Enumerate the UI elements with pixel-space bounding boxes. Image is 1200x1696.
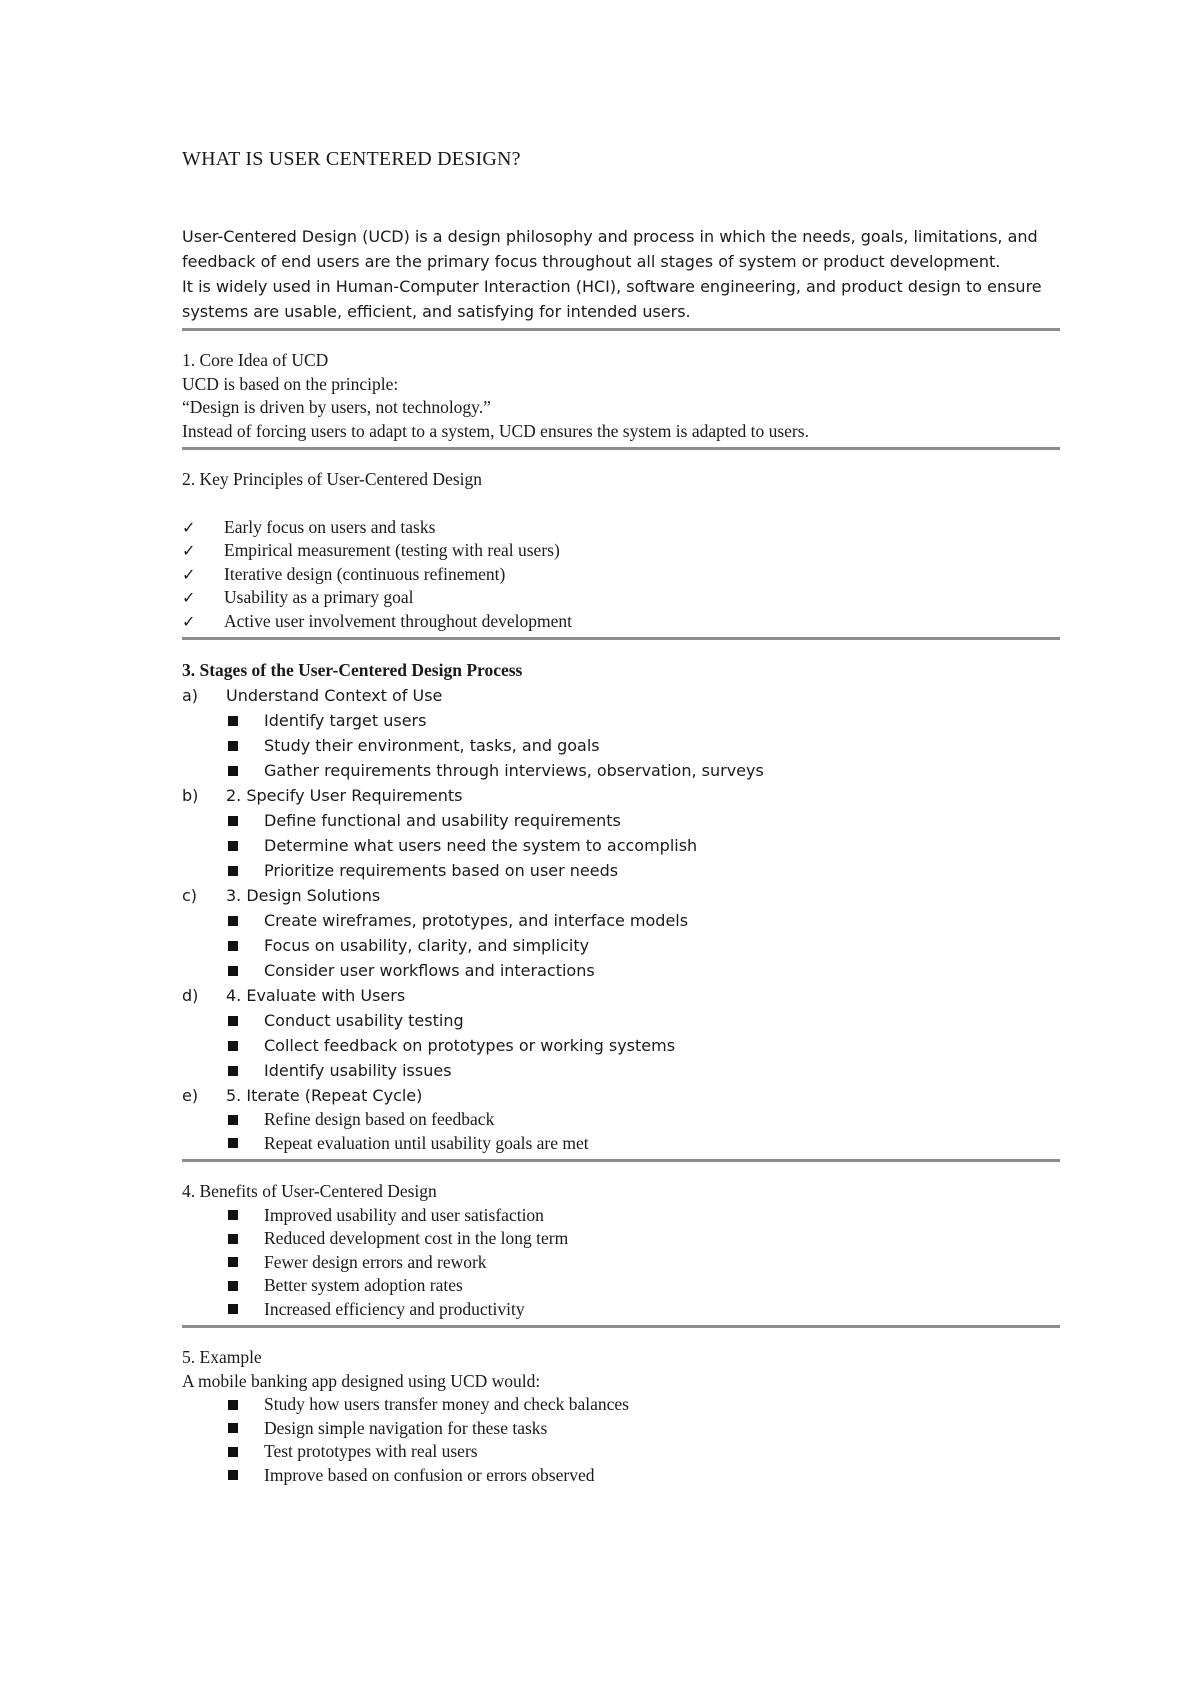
- list-item: Design simple navigation for these tasks: [182, 1417, 1060, 1441]
- list-item: Increased efficiency and productivity: [182, 1298, 1060, 1322]
- stage-heading: a) Understand Context of Use: [182, 686, 443, 705]
- list-item: Collect feedback on prototypes or working systems: [182, 1033, 1060, 1058]
- list-item: Gather requirements through interviews, observation, surveys: [182, 758, 1060, 783]
- checkmark-icon: ✓: [182, 588, 196, 608]
- list-item: Prioritize requirements based on user needs: [182, 858, 1060, 883]
- list-item: Study how users transfer money and check balances: [182, 1393, 1060, 1417]
- section-core-idea: [182, 349, 1060, 443]
- square-bullet-icon: [228, 716, 238, 726]
- list-item: Define functional and usability requirements: [182, 808, 1060, 833]
- list-item: Create wireframes, prototypes, and interface models: [182, 908, 1060, 933]
- section-heading: 5. Example: [182, 1347, 262, 1367]
- stage-heading: c) 3. Design Solutions: [182, 886, 381, 905]
- page-title: WHAT IS USER CENTERED DESIGN?: [182, 148, 521, 170]
- square-bullet-icon: [228, 1447, 238, 1457]
- square-bullet-icon: [228, 1041, 238, 1051]
- list-item: ✓ Active user involvement throughout development: [182, 610, 572, 631]
- section-heading: 1. Core Idea of UCD: [182, 350, 329, 370]
- checkmark-icon: ✓: [182, 541, 196, 561]
- list-item: Identify target users: [182, 708, 1060, 733]
- square-bullet-icon: [228, 916, 238, 926]
- section-divider: [182, 328, 1060, 331]
- stage-heading: e) 5. Iterate (Repeat Cycle): [182, 1086, 423, 1105]
- section-divider: [182, 447, 1060, 450]
- square-bullet-icon: [228, 1257, 238, 1267]
- square-bullet-icon: [228, 1138, 238, 1148]
- stage-heading: d) 4. Evaluate with Users: [182, 986, 406, 1005]
- list-item: Identify usability issues: [182, 1058, 1060, 1083]
- list-item: Improve based on confusion or errors observed: [182, 1464, 1060, 1488]
- square-bullet-icon: [228, 1115, 238, 1125]
- checkmark-icon: ✓: [182, 611, 196, 631]
- section-heading: 3. Stages of the User-Centered Design Process: [182, 660, 523, 680]
- section-heading: 4. Benefits of User-Centered Design: [182, 1181, 437, 1201]
- list-item: Fewer design errors and rework: [182, 1251, 1060, 1275]
- list-item: Reduced development cost in the long term: [182, 1227, 1060, 1251]
- intro-paragraph-2: It is widely used in Human-Computer Interaction (HCI), software engineering, and product design to ensure systems are usable, efficient, and satisfying for intended users.: [182, 277, 1042, 321]
- list-item: ✓ Early focus on users and tasks: [182, 516, 436, 537]
- square-bullet-icon: [228, 1281, 238, 1291]
- list-item: Study their environment, tasks, and goals: [182, 733, 1060, 758]
- square-bullet-icon: [228, 866, 238, 876]
- list-item: ✓ Empirical measurement (testing with real users): [182, 540, 560, 561]
- section-stages: [182, 658, 1060, 1155]
- square-bullet-icon: [228, 816, 238, 826]
- document-content: [182, 146, 1060, 1487]
- list-item: ✓ Iterative design (continuous refinement): [182, 563, 506, 584]
- square-bullet-icon: [228, 1400, 238, 1410]
- list-item: Repeat evaluation until usability goals are met: [182, 1132, 1060, 1156]
- section-key-principles: [182, 468, 1060, 633]
- list-item: Focus on usability, clarity, and simplicity: [182, 933, 1060, 958]
- square-bullet-icon: [228, 741, 238, 751]
- list-item: Conduct usability testing: [182, 1008, 1060, 1033]
- list-item: Consider user workflows and interactions: [182, 958, 1060, 983]
- list-item: Test prototypes with real users: [182, 1440, 1060, 1464]
- core-idea-line: UCD is based on the principle:: [182, 373, 399, 394]
- section-divider: [182, 1159, 1060, 1162]
- square-bullet-icon: [228, 966, 238, 976]
- square-bullet-icon: [228, 841, 238, 851]
- section-example: [182, 1346, 1060, 1487]
- list-item: Better system adoption rates: [182, 1274, 1060, 1298]
- square-bullet-icon: [228, 1304, 238, 1314]
- square-bullet-icon: [228, 941, 238, 951]
- checkmark-icon: ✓: [182, 564, 196, 584]
- list-item: Improved usability and user satisfaction: [182, 1204, 1060, 1228]
- section-heading: 2. Key Principles of User-Centered Design: [182, 469, 482, 489]
- square-bullet-icon: [228, 1210, 238, 1220]
- square-bullet-icon: [228, 1016, 238, 1026]
- section-divider: [182, 1325, 1060, 1328]
- square-bullet-icon: [228, 1470, 238, 1480]
- square-bullet-icon: [228, 1066, 238, 1076]
- list-item: ✓ Usability as a primary goal: [182, 587, 414, 608]
- section-benefits: [182, 1180, 1060, 1321]
- example-lead: A mobile banking app designed using UCD would:: [182, 1370, 541, 1391]
- stage-heading: b) 2. Specify User Requirements: [182, 786, 463, 805]
- square-bullet-icon: [228, 766, 238, 776]
- square-bullet-icon: [228, 1234, 238, 1244]
- intro-paragraph-1: User-Centered Design (UCD) is a design philosophy and process in which the needs, goals, limitations, and feedback of end users are the primary focus throughout all stages of system or product development.: [182, 227, 1038, 271]
- checkmark-icon: ✓: [182, 517, 196, 537]
- list-item: Refine design based on feedback: [182, 1108, 1060, 1132]
- intro-section: [182, 224, 1060, 324]
- core-idea-line: Instead of forcing users to adapt to a system, UCD ensures the system is adapted to users.: [182, 420, 809, 441]
- core-idea-quote: “Design is driven by users, not technology.”: [182, 397, 491, 417]
- square-bullet-icon: [228, 1423, 238, 1433]
- list-item: Determine what users need the system to accomplish: [182, 833, 1060, 858]
- section-divider: [182, 637, 1060, 640]
